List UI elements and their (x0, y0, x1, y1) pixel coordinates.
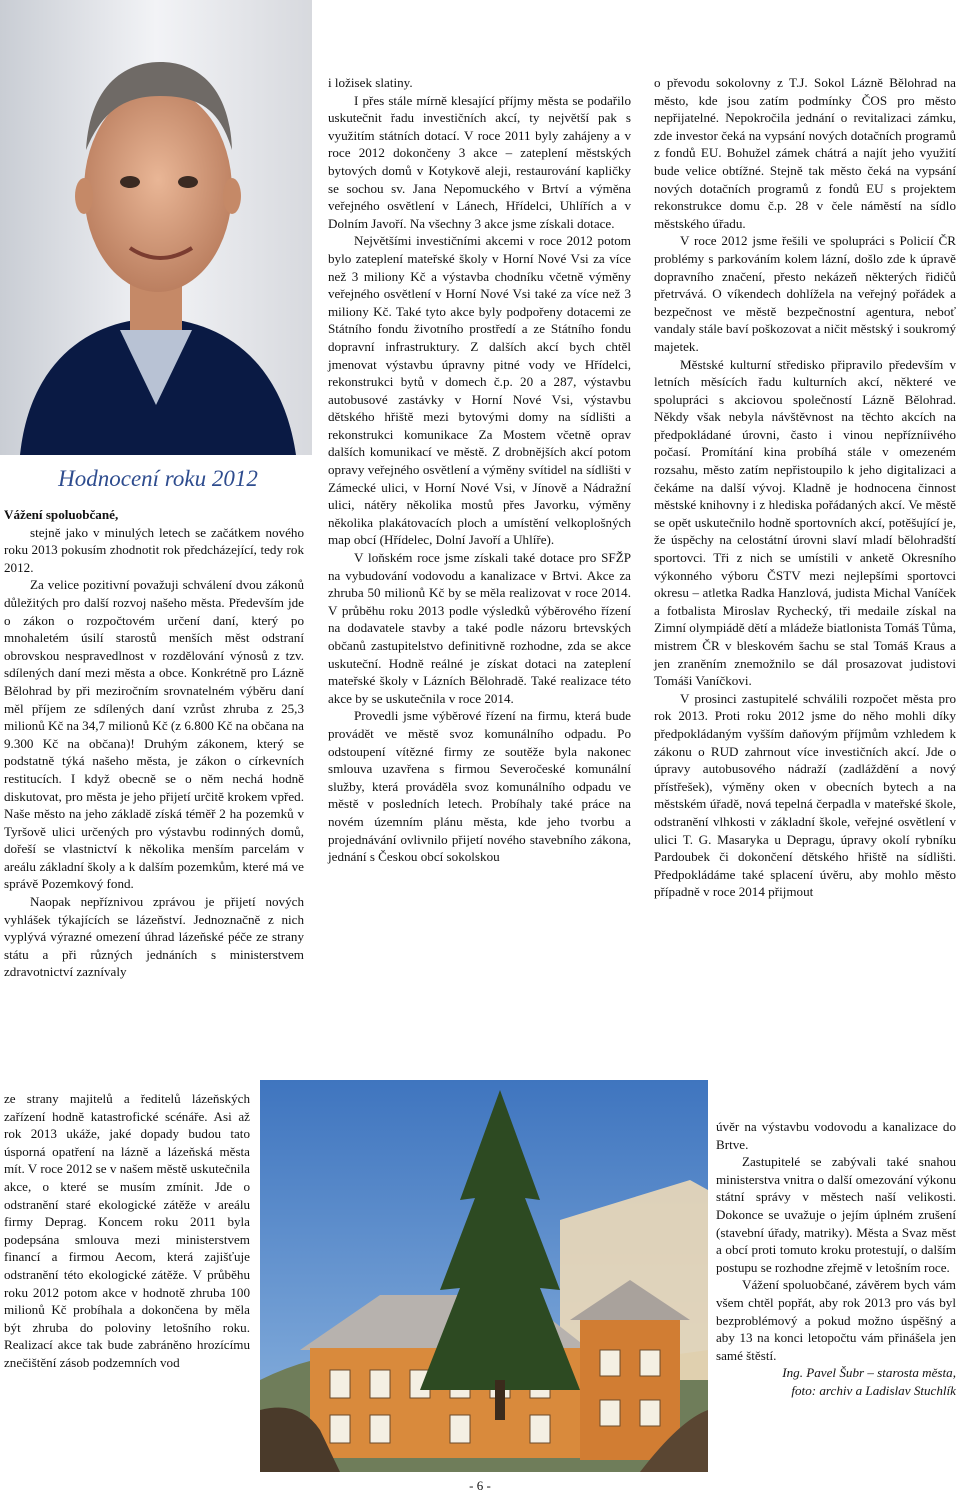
signature-author: Ing. Pavel Šubr – starosta města, (782, 1365, 956, 1381)
paragraph: i ložisek slatiny. (328, 75, 413, 90)
paragraph: I přes stále mírně klesající příjmy města se podařilo uskutečnit řadu investičních akcí, ty největší pak s využitím státních dotací. V roce 2011 byly zahájeny a v roce 2012 dokončeny 3 akce – zateplení městských bytových domů v Kotykově aleji, restaurování kapličky se sochou sv. Jana Nepomuckého v Brtví a výměna veřejného osvětlení v Lánech, Hřídelci, Uhlířích a v Dolním Javoří. Na všechny 3 akce jsme získali dotace. (328, 92, 631, 231)
article-title: Hodnocení roku 2012 (58, 466, 258, 491)
paragraph: stejně jako v minulých letech se začátkem nového roku 2013 pokusím zhodnotit rok předcházející, tedy rok 2012. (4, 524, 304, 575)
paragraph: ze strany majitelů a ředitelů lázeňských zařízení hodně katastrofické scénáře. Asi až rok 2013 ukáže, jaké dopady budou tato úsporná opatření na lázně a lázeňská města mít. V roce 2012 se v našem městě uskutečnila akce, o které se musím zmínit. Jde o odstranění staré ekologické zátěže v areálu firmy Deprag. Koncem roku 2011 byla podepsána smlouva mezi ministerstvem financí a firmou Aecom, která zajišťuje odstranění této ekologické zátěže. V průběhu roku 2012 potom akce v hodnotě zhruba 100 milionů Kč probíhala a dokončena by měla být zhruba do poloviny letošního roku. Realizací akce tak bude zabráněno hrozícímu znečištění zásob podzemních vod (4, 1091, 250, 1370)
column-1 (4, 506, 304, 981)
column-2 (328, 74, 631, 866)
portrait-photo (0, 0, 312, 455)
paragraph: úvěr na výstavbu vodovodu a kanalizace do Brtve. (716, 1119, 956, 1152)
paragraph: Městské kulturní středisko připravilo především v letních měsících řadu kulturních akcí, některé ve spolupráci s akciovou společností Lázně Bělohrad. Někdy však nebyla návštěvnost na těchto akcích na předpokládané úrovni, často i vinou nepřízníivého počasí. Promítání kina probíhá stále v omezeném rozsahu, město zatím nepřistoupilo k jeho digitalizaci a čekáme na další vývoj. Kladně je hodnocena činnost městské knihovny i z hlediska pořádaných akcí. Ve městě se opět uskutečnilo hodně sportovních akcí, potěšující je, že úspěchy na celostátní úrovni slaví mladí bělohradští sportovci. Tři z nich se umístili v anketě Okresního výkonného výboru ČSTV mezi nejlepšími sportovci okresu – atletka Radka Hanzlová, judista Michal Vaníček a fotbalista Miroslav Rychecký, tři medaile získal na Zimní olympiádě dětí a mládeže biatlonista Tomáš Tůma, mistrem ČR v bleskovém šachu se stal Tomáš Kraus a jen zraněním znemožnilo se dál prosazovat judistovi Tomáši Vaníčkovi. (654, 356, 956, 689)
column-1-continued (4, 1090, 250, 1372)
signature (716, 1364, 956, 1399)
paragraph: Provedli jsme výběrové řízení na firmu, která bude provádět ve městě svoz komunálního odpadu. Po odstoupení vítězné firmy ze soutěže byla nakonec smlouva uzavřena s firmou Severočeské komunální služby, která prováděla svoz komunálního odpadu ve městě v posledních letech. Probíhaly také práce na novém územním plánu města, kde jeho tvorbu a projednávání ovlivnilo přijetí nového stavebního zákona, jednání s Českou obcí sokolskou (328, 708, 631, 865)
closing-paragraph: Vážení spoluobčané, závěrem bych vám všem chtěl popřát, aby rok 2013 pro vás byl bezproblémový a pokud možno úspěšný a aby 13 na konci letopočtu vám přinášela jen samé štěstí. (716, 1277, 956, 1363)
page-number: - 6 - (469, 1478, 491, 1493)
photo-credit: foto: archiv a Ladislav Stuchlík (791, 1382, 956, 1398)
paragraph: Naopak nepříznivou zprávou je přijetí nových vyhlášek týkajících se lázeňství. Jednoznačně z nich vyplývá výrazné omezení úhrad lázeňské péče ze strany státu a při různých jednáních s ministerstvem zdravotnictví zaznívaly (4, 894, 304, 980)
paragraph: Za velice pozitivní považuji schválení dvou zákonů důležitých pro další rozvoj našeho města. Především jde o zákon o rozpočtovém určení daní, který po mnohaletém úsilí starostů menších měst odstraní obrovskou nespravedlnost v rozdělování výnosů z tzv. sdílených daní mezi města a obce. Konkrétně pro Lázně Bělohrad by při meziročním srovnatelném výběru daní měl příjem ze sdílených daní vzrůst zhruba z 25,3 milionů Kč na 34,7 milionů Kč (z 6.800 Kč na občana na 9.300 Kč na občana)! Druhým zákonem, který se podstatně týká našeho města, je zákon o církevních restitucích. I když obecně se o něm nechá hodně diskutovat, pro města je jeho přijetí určitě krokem vpřed. Naše město na jeho základě získá téměř 2 ha pozemků v Tyršově ulici určených pro výstavbu rodinných domů, dořeší se vlastnictví k několika menším parcelám v areálu základní školy a k dalším pozemkům, které má ve správě Pozemkový fond. (4, 577, 304, 892)
paragraph: Zastupitelé se zabývali také snahou ministerstva vnitra o další omezování výkonu státní správy v městech naší velikosti. Dokonce se uvažuje o jejím úplném zrušení (stavební úřady, matriky). Města a Svaz měst a obcí proti tomuto kroku protestují, o dalším postupu se rozhodne zřejmě v letošním roce. (716, 1154, 956, 1275)
paragraph: o převodu sokolovny z T.J. Sokol Lázně Bělohrad na město, kde jsou zatím podmínky ČOS pro město nepřijatelné. Nepokročila jednání o revitalizaci zámku, zde investor čeká na vypsání nových dotačních programů z fondů EU. Bohužel zámek chátrá a najít jeho využití bude velice obtížné. Stejně tak město čeká na vypsání nových dotačních programů z fondů EU s projektem rekonstrukce domu č.p. 28 v čele náměstí na sídlo městského úřadu. (654, 75, 956, 231)
paragraph: V loňském roce jsme získali také dotace pro SFŽP na vybudování vodovodu a kanalizace v Brtvi. Akce za zhruba 50 milionů Kč by se měla realizovat v roce 2014. V průběhu roku 2013 podle výsledků výběrového řízení na dodavatele stavby a také podle názoru brtevských občanů zastupitelstvo definitivně rozhodne, zda se akce uskuteční. Hodně reálné je získat dotaci na zateplení mateřské školy v Lázních Bělohradě. Také realizace této akce by se uskutečnila v roce 2014. (328, 550, 631, 706)
greeting: Vážení spoluobčané, (4, 507, 119, 522)
paragraph: Největšími investičními akcemi v roce 2012 potom bylo zateplení mateřské školy v Horní Nové Vsi za více než 3 miliony Kč a výstavba chodníku včetně výměny veřejného osvětlení v Horní Nové Vsi také za více než 3 miliony Kč. Také tyto akce byly podpořeny dotacemi ze Státního fondu životního prostředí a ze Státního fondu dopravní infrastruktury. Z dalších akcí bych chtěl jmenovat výstavbu úpravny pitné vody ve Hřídelci, rekonstrukci bytů v domech č.p. 20 a 287, výstavbu autobusové zastávky v Horní Nové Vsi, výstavbu dětského hřiště mezi bytovými domy na sídlišti a rekonstrukci komunikace Za Mostem včetně oprav dalších komunikací ve městě. Z drobnějších akcí potom opravy veřejného osvětlení a výměny svítidel na sídlišti v Zámecké ulici, v Horní Nové Vsi, v Jínově a Nádražní ulici, nátěry několika mostů přes Javorku, výměny několika plakátovacích ploch a umístění velkoplošných map obcí (Hřídelec, Dolní Javoří a Uhlíře). (328, 233, 631, 548)
paragraph: V roce 2012 jsme řešili ve spolupráci s Policií ČR problémy s parkováním kolem lázní, došlo zde k úpravě dopravního značení, přesto nekázeň některých řidičů přetrvává. O víkendech dohlížela na veřejný pořádek a bezpečnost ve městě bezpečnostní agentura, neboť vandaly stále baví poškozovat a ničit městský i soukromý majetek. (654, 233, 956, 354)
paragraph: V prosinci zastupitelé schválili rozpočet města pro rok 2013. Proti roku 2012 jsme do něho mohli díky předpokládaným vyšším daňovým příjmům vzhledem k zákonu o RUD zahrnout více investičních akcí. Jde o úpravy autobusového nádraží (zadláždění a nový přístřešek), výměny oken v obecních bytech a na městském úřadě, nová tepelná čerpadla v mateřské škole, odstranění vlhkosti v základní škole, veřejné osvětlení v ulici T. G. Masaryka u Depragu, úpravy okolí rybníku Pardoubek či dokončení dětského hřiště na sídlišti. Předpokládáme také splacení úvěru, aby mohlo město případně v roce 2014 přijmout (654, 690, 956, 900)
building-photo (260, 1080, 708, 1472)
column-3-continued (716, 1118, 956, 1400)
column-3 (654, 74, 956, 901)
